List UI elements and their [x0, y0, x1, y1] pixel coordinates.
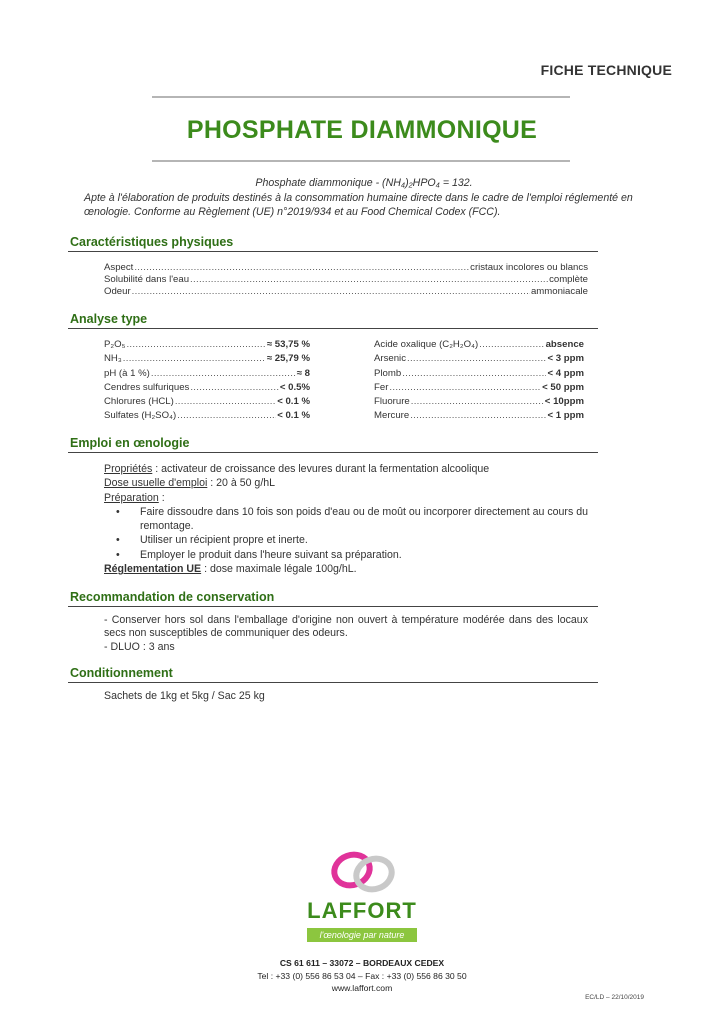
analysis-row [374, 409, 584, 423]
section-title-analysis: Analyse type [70, 312, 148, 326]
analysis-row [104, 338, 310, 352]
properties-text: : activateur de croissance des levures durant la fermentation alcoolique [152, 463, 490, 475]
analysis-row [374, 338, 584, 352]
contact-block [0, 957, 724, 995]
row-label: Arsenic [374, 353, 406, 365]
contact-phone: Tel : +33 (0) 556 86 53 04 – Fax : +33 (0) 556 86 30 50 [257, 970, 467, 981]
preparation-steps [104, 505, 588, 562]
dose-text: : 20 à 50 g/hL [207, 477, 276, 490]
dot-leader [132, 286, 530, 298]
row-label: pH (à 1 %) [104, 367, 150, 379]
dose-label: Dose usuelle d'emploi [104, 477, 208, 490]
product-formula: Phosphate diammonique - (NH₄)₂HPO₄ = 132. [255, 177, 473, 189]
row-value: < 1 ppm [547, 410, 584, 422]
contact-website[interactable]: www.laffort.com [331, 983, 393, 993]
row-label: NH₃ [104, 353, 122, 365]
row-label: Sulfates (H₂SO₄) [104, 410, 177, 422]
row-value: ≈ 8 [296, 367, 310, 379]
row-value: < 4 ppm [547, 367, 584, 379]
regulation-text: : dose maximale légale 100g/hL. [201, 563, 357, 576]
dot-leader [190, 381, 279, 395]
dot-leader [151, 367, 296, 381]
preparation-suffix: : [158, 491, 165, 504]
row-label: P₂O₅ [104, 339, 126, 350]
dot-leader [177, 409, 276, 423]
row-label: Fer [374, 381, 389, 393]
dot-leader [411, 395, 544, 409]
analysis-row [104, 395, 310, 409]
regulation-label: Réglementation UE [104, 563, 202, 576]
usage-properties [104, 462, 588, 476]
brand-tagline: l'œnologie par nature [307, 928, 417, 942]
row-label: Acide oxalique (C₂H₂O₄) [374, 339, 479, 350]
usage-preparation [104, 491, 588, 505]
laffort-logo-icon [324, 848, 404, 896]
dot-leader [402, 367, 546, 381]
dot-leader [126, 338, 265, 352]
doc-type-label: FICHE TECHNIQUE [540, 62, 672, 78]
row-value: < 10ppm [544, 396, 584, 408]
product-title: PHOSPHATE DIAMMONIQUE [186, 116, 538, 144]
section-title-usage: Emploi en œnologie [70, 436, 190, 450]
dot-leader [389, 381, 541, 395]
document-ref: EC/LD – 22/10/2019 [585, 994, 644, 1001]
row-label: Odeur [104, 286, 131, 298]
row-label: Chlorures (HCL) [104, 396, 174, 408]
analysis-row [104, 367, 310, 381]
row-value: < 0.5% [279, 381, 310, 393]
analysis-row [374, 367, 584, 381]
properties-label: Propriétés [104, 463, 153, 475]
analysis-row [374, 395, 584, 409]
storage-line: - Conserver hors sol dans l'emballage d'origine non ouvert à température modérée dans des locaux secs non susceptibles de communiquer des odeurs. [104, 614, 588, 640]
section-title-storage: Recommandation de conservation [70, 590, 275, 604]
row-value: ≈ 25,79 % [266, 353, 310, 365]
analysis-left-list [104, 338, 310, 424]
dot-leader [407, 352, 546, 366]
storage-block [104, 614, 588, 654]
section-rule-physical [68, 251, 598, 252]
row-value: ammoniacale [530, 286, 588, 298]
logo-rings-icon [324, 848, 404, 896]
row-label: Solubilité dans l'eau [104, 274, 190, 286]
section-rule-analysis [68, 328, 598, 329]
contact-address: CS 61 611 – 33072 – BORDEAUX CEDEX [279, 958, 445, 968]
preparation-label: Préparation [104, 491, 159, 504]
usage-regulation [104, 562, 588, 576]
row-value: absence [545, 339, 584, 350]
dot-leader [410, 409, 546, 423]
row-value: < 3 ppm [547, 353, 584, 365]
analysis-row [374, 352, 584, 366]
dot-leader [175, 395, 276, 409]
physical-row [104, 286, 588, 298]
analysis-row [104, 409, 310, 423]
section-rule-storage [68, 606, 598, 607]
row-label: Mercure [374, 410, 410, 422]
row-value: < 50 ppm [542, 381, 584, 393]
analysis-row [104, 352, 310, 366]
usage-dose [104, 476, 588, 490]
preparation-step: • Employer le produit dans l'heure suivant sa préparation. [104, 548, 588, 562]
dot-leader [190, 274, 548, 286]
analysis-row [104, 381, 310, 395]
row-value: cristaux incolores ou blancs [470, 262, 588, 273]
row-value: complète [549, 274, 588, 286]
analysis-right-list [374, 338, 584, 424]
row-label: Aspect [104, 262, 134, 273]
brand-name: LAFFORT [307, 898, 417, 923]
preparation-step: • Faire dissoudre dans 10 fois son poids d'eau ou de moût ou incorporer directement au cours du remontage. [104, 505, 588, 534]
storage-dluo: - DLUO : 3 ans [104, 640, 175, 653]
dot-leader [134, 262, 469, 274]
product-intro [84, 176, 644, 219]
section-rule-usage [68, 452, 598, 453]
physical-row [104, 262, 588, 274]
analysis-row [374, 381, 584, 395]
row-value: < 0.1 % [277, 396, 310, 408]
section-title-physical: Caractéristiques physiques [70, 235, 234, 249]
physical-list [104, 262, 588, 299]
product-description: Apte à l'élaboration de produits destinés à la consommation humaine directe dans le cadre de l'emploi réglementé en œnologie. Conforme au Règlement (UE) n°2019/934 et au Food Chemical Codex (FCC). [84, 192, 633, 218]
row-value: ≈ 53,75 % [266, 339, 310, 350]
dot-leader [479, 338, 544, 352]
row-label: Plomb [374, 367, 402, 379]
row-value: < 0.1 % [277, 410, 310, 422]
title-rule-bottom [152, 160, 570, 162]
title-rule-top [152, 96, 570, 98]
physical-row [104, 274, 588, 286]
row-label: Cendres sulfuriques [104, 381, 190, 393]
dot-leader [123, 352, 266, 366]
packaging-text: Sachets de 1kg et 5kg / Sac 25 kg [104, 690, 265, 702]
section-rule-packaging [68, 682, 598, 683]
row-label: Fluorure [374, 396, 410, 408]
section-title-packaging: Conditionnement [70, 666, 173, 680]
preparation-step: • Utiliser un récipient propre et inerte. [104, 533, 588, 547]
usage-block [104, 462, 588, 576]
